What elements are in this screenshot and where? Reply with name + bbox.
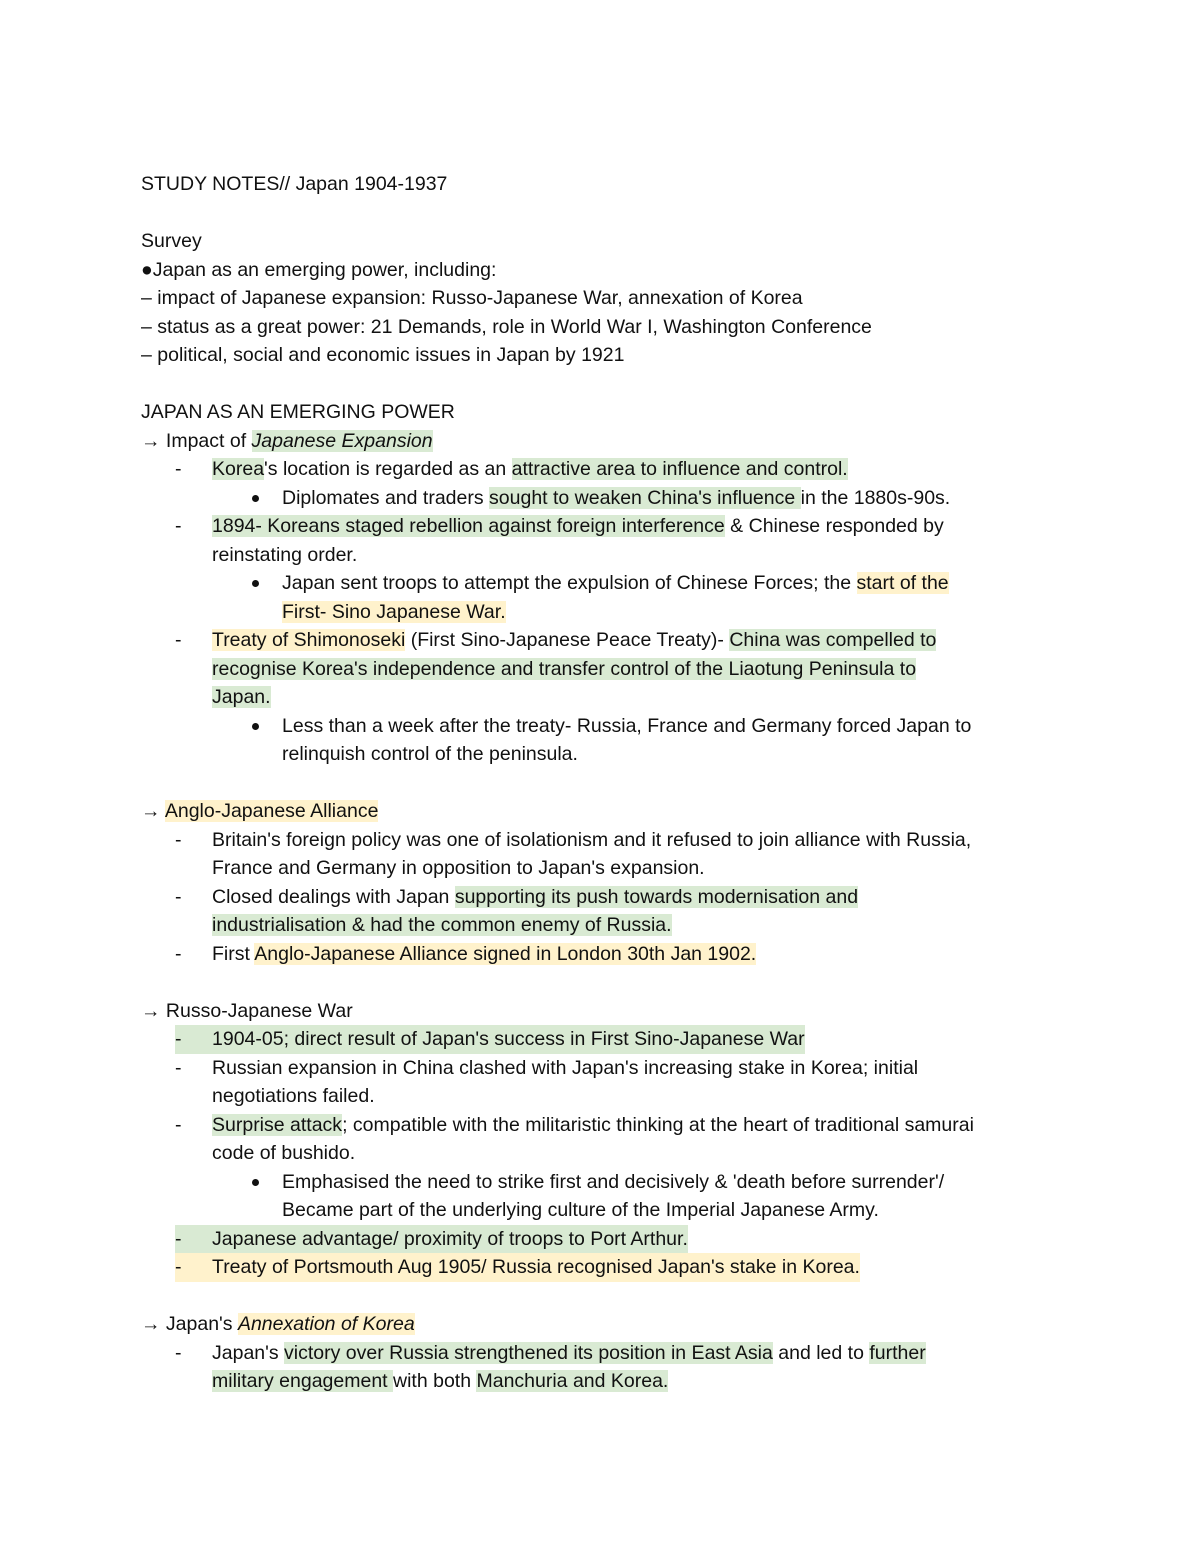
dash-marker bbox=[175, 1253, 212, 1282]
dash-marker bbox=[175, 1339, 212, 1368]
survey-line-2: – status as a great power: 21 Demands, role in World War I, Washington Conference bbox=[141, 315, 872, 338]
list-item: - Japan's victory over Russia strengthened its position in East Asia and led to further military engagement with both Manchuria and Korea. bbox=[141, 1339, 1071, 1396]
dash-marker bbox=[175, 512, 212, 541]
survey-heading: Survey bbox=[141, 230, 202, 252]
dash-marker bbox=[175, 626, 212, 655]
annex-heading: → Japan's Annexation of Korea bbox=[141, 1313, 415, 1335]
list-item: Diplomates and traders sought to weaken China's influence in the 1880s-90s. bbox=[141, 484, 1071, 513]
dash-marker bbox=[175, 826, 212, 855]
dash-marker bbox=[175, 1111, 212, 1140]
list-item: Less than a week after the treaty- Russia, France and Germany forced Japan to relinquish control of the peninsula. bbox=[141, 712, 1071, 769]
list-item: Japan sent troops to attempt the expulsion of Chinese Forces; the start of the First- Sino Japanese War. bbox=[141, 569, 1071, 626]
war-heading: → Russo-Japanese War bbox=[141, 999, 353, 1022]
list-item: - Closed dealings with Japan supporting its push towards modernisation and industrialisation & had the common enemy of Russia. bbox=[141, 883, 1071, 940]
document-body bbox=[141, 170, 1071, 1396]
dash-marker bbox=[175, 1225, 212, 1254]
list-item: - Britain's foreign policy was one of isolationism and it refused to join alliance with Russia, France and Germany in opposition to Japan's expansion. bbox=[141, 826, 1071, 883]
bullet-marker bbox=[249, 484, 282, 513]
list-item: - Surprise attack; compatible with the militaristic thinking at the heart of traditional samurai code of bushido. bbox=[141, 1111, 1071, 1168]
alliance-topic: Anglo-Japanese Alliance bbox=[164, 800, 379, 822]
list-item: - Treaty of Shimonoseki (First Sino-Japanese Peace Treaty)- China was compelled to recognise Korea's independence and transfer control of the Liaotung Peninsula to Japan. bbox=[141, 626, 1071, 712]
survey-line-1: – impact of Japanese expansion: Russo-Japanese War, annexation of Korea bbox=[141, 287, 803, 309]
bullet-marker bbox=[249, 712, 282, 741]
alliance-heading: → Anglo-Japanese Alliance bbox=[141, 800, 379, 822]
list-item: - Russian expansion in China clashed with Japan's increasing stake in Korea; initial negotiations failed. bbox=[141, 1054, 1071, 1111]
dash-marker bbox=[175, 1054, 212, 1083]
list-item: Emphasised the need to strike first and decisively & 'death before surrender'/ Became part of the underlying culture of the Imperial Japanese Army. bbox=[141, 1168, 1071, 1225]
section-heading: JAPAN AS AN EMERGING POWER bbox=[141, 401, 455, 423]
list-item: - Treaty of Portsmouth Aug 1905/ Russia recognised Japan's stake in Korea. bbox=[141, 1253, 860, 1282]
bullet-marker bbox=[249, 1168, 282, 1197]
survey-line-3: – political, social and economic issues in Japan by 1921 bbox=[141, 344, 625, 366]
impact-topic: Japanese Expansion bbox=[251, 429, 433, 452]
dash-marker bbox=[175, 1025, 212, 1054]
document-title: STUDY NOTES// Japan 1904-1937 bbox=[141, 173, 448, 195]
list-item: - First Anglo-Japanese Alliance signed in London 30th Jan 1902. bbox=[141, 940, 1071, 969]
list-item: - Japanese advantage/ proximity of troops to Port Arthur. bbox=[141, 1225, 688, 1254]
impact-heading: → Impact of Japanese Expansion bbox=[141, 429, 433, 452]
dash-marker bbox=[175, 883, 212, 912]
list-item: - Korea's location is regarded as an attractive area to influence and control. bbox=[141, 455, 1071, 484]
list-item: - 1904-05; direct result of Japan's success in First Sino-Japanese War bbox=[141, 1025, 805, 1054]
dash-marker bbox=[175, 455, 212, 484]
survey-bullet: ●Japan as an emerging power, including: bbox=[141, 258, 497, 281]
list-item: - 1894- Koreans staged rebellion against foreign interference & Chinese responded by reinstating order. bbox=[141, 512, 1071, 569]
dash-marker bbox=[175, 940, 212, 969]
annex-topic: Annexation of Korea bbox=[237, 1313, 415, 1335]
bullet-marker bbox=[249, 569, 282, 598]
